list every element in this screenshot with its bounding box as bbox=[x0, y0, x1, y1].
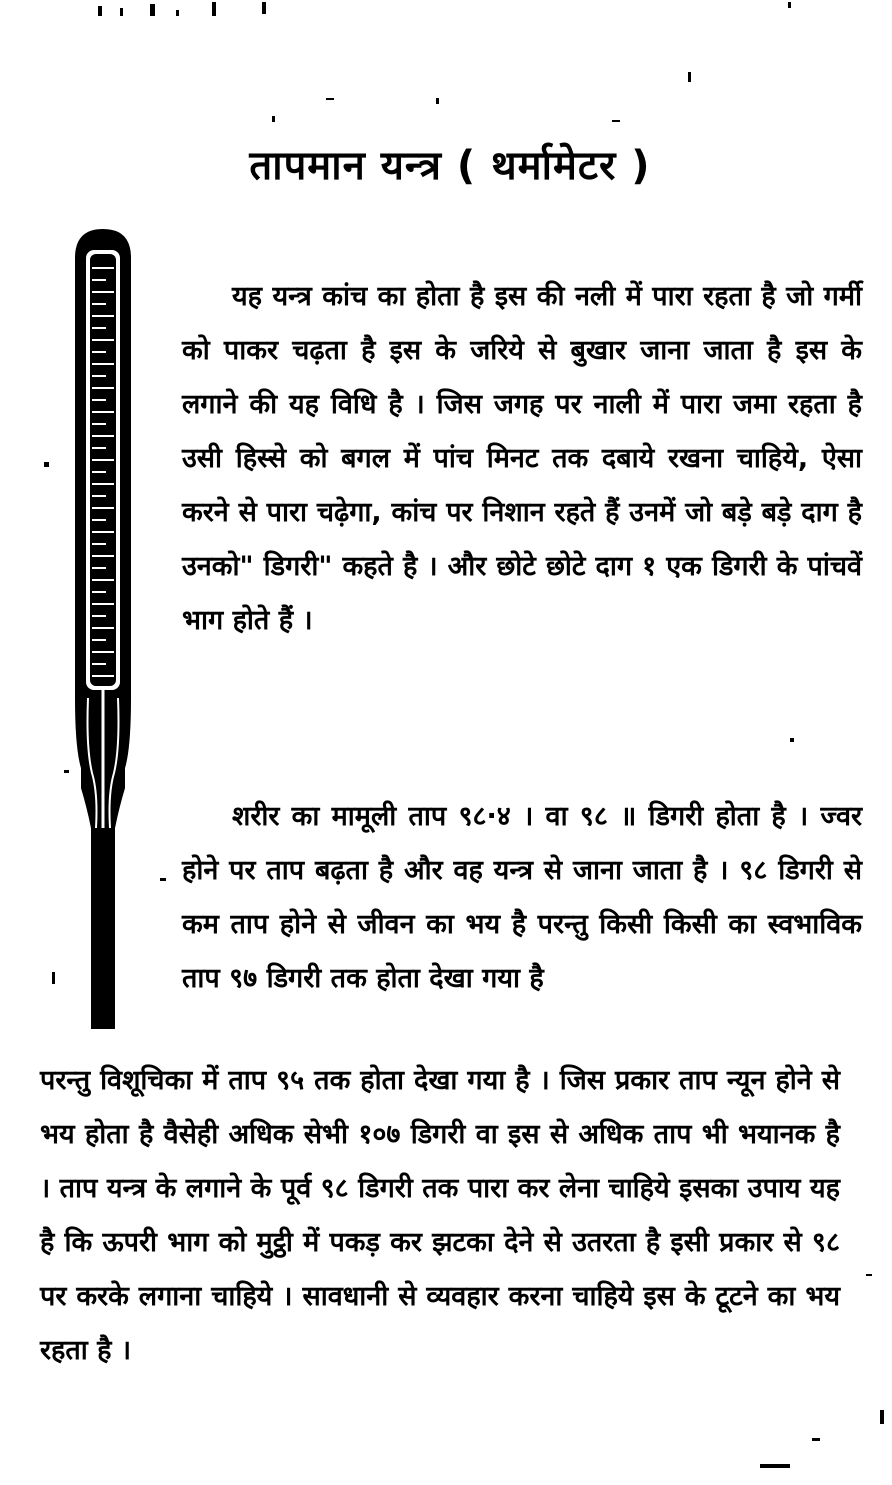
scan-speck bbox=[150, 4, 155, 16]
scan-speck bbox=[326, 98, 334, 100]
scan-speck bbox=[688, 72, 691, 82]
scan-speck bbox=[812, 1438, 820, 1441]
paragraph-1: यह यन्त्र कांच का होता है इस की नली में पारा रहता है जो गर्मी को पाकर चढ़ता है इस के जरिये से बुखार जाना जाता है इस के लगाने की यह विधि है । जिस जगह पर नाली में पारा जमा रहता है उसी हिस्से को बगल में पांच मिनट तक दबाये रखना चाहिये, ऐसा करने से पारा चढ़ेगा, कांच पर निशान रहते हैं उनमें जो बड़े बड़े दाग है उनको" डिगरी" कहते है । और छोटे छोटे दाग १ एक डिगरी के पांचवें भाग होते हैं । bbox=[182, 281, 862, 636]
scan-speck bbox=[866, 1274, 872, 1276]
scan-speck bbox=[262, 2, 266, 14]
scan-speck bbox=[790, 738, 794, 742]
scan-speck bbox=[52, 972, 55, 984]
scan-speck bbox=[120, 8, 123, 16]
scan-speck bbox=[212, 2, 216, 16]
scan-speck bbox=[272, 116, 275, 122]
thermometer-icon bbox=[68, 228, 138, 1033]
scan-speck bbox=[788, 2, 791, 8]
scan-speck bbox=[612, 120, 620, 122]
page-title: तापमान यन्त्र ( थर्मामेटर ) bbox=[249, 143, 651, 189]
scan-speck bbox=[436, 98, 439, 104]
paragraph-2-top: शरीर का मामूली ताप ९८·४ । वा ९८ ॥ डिगरी होता है । ज्वर होने पर ताप बढ़ता है और वह यन्त्र से जाना जाता है । ९८ डिगरी से कम ताप होने से जीवन का भय है परन्तु किसी किसी का स्वभाविक ताप ९७ डिगरी तक होता देखा गया है bbox=[182, 801, 862, 994]
scan-speck bbox=[98, 6, 102, 16]
scan-speck bbox=[176, 10, 179, 16]
scan-speck bbox=[880, 1410, 884, 1424]
scan-speck bbox=[160, 878, 166, 881]
scan-speck bbox=[44, 462, 49, 467]
paragraph-2-bottom: परन्तु विशूचिका में ताप ९५ तक होता देखा गया है । जिस प्रकार ताप न्यून होने से भय होता है वैसेही अधिक सेभी १०७ डिगरी वा इस से अधिक ताप भी भयानक है । ताप यन्त्र के लगाने के पूर्व ९८ डिगरी तक पारा कर लेना चाहिये इसका उपाय यह है कि ऊपरी भाग को मुट्ठी में पकड़ कर झटका देने से उतरता है इसी प्रकार से ९८ पर करके लगाना चाहिये । सावधानी से व्यवहार करना चाहिये इस के टूटने का भय रहता है । bbox=[40, 1065, 840, 1366]
scan-speck bbox=[760, 1464, 790, 1468]
